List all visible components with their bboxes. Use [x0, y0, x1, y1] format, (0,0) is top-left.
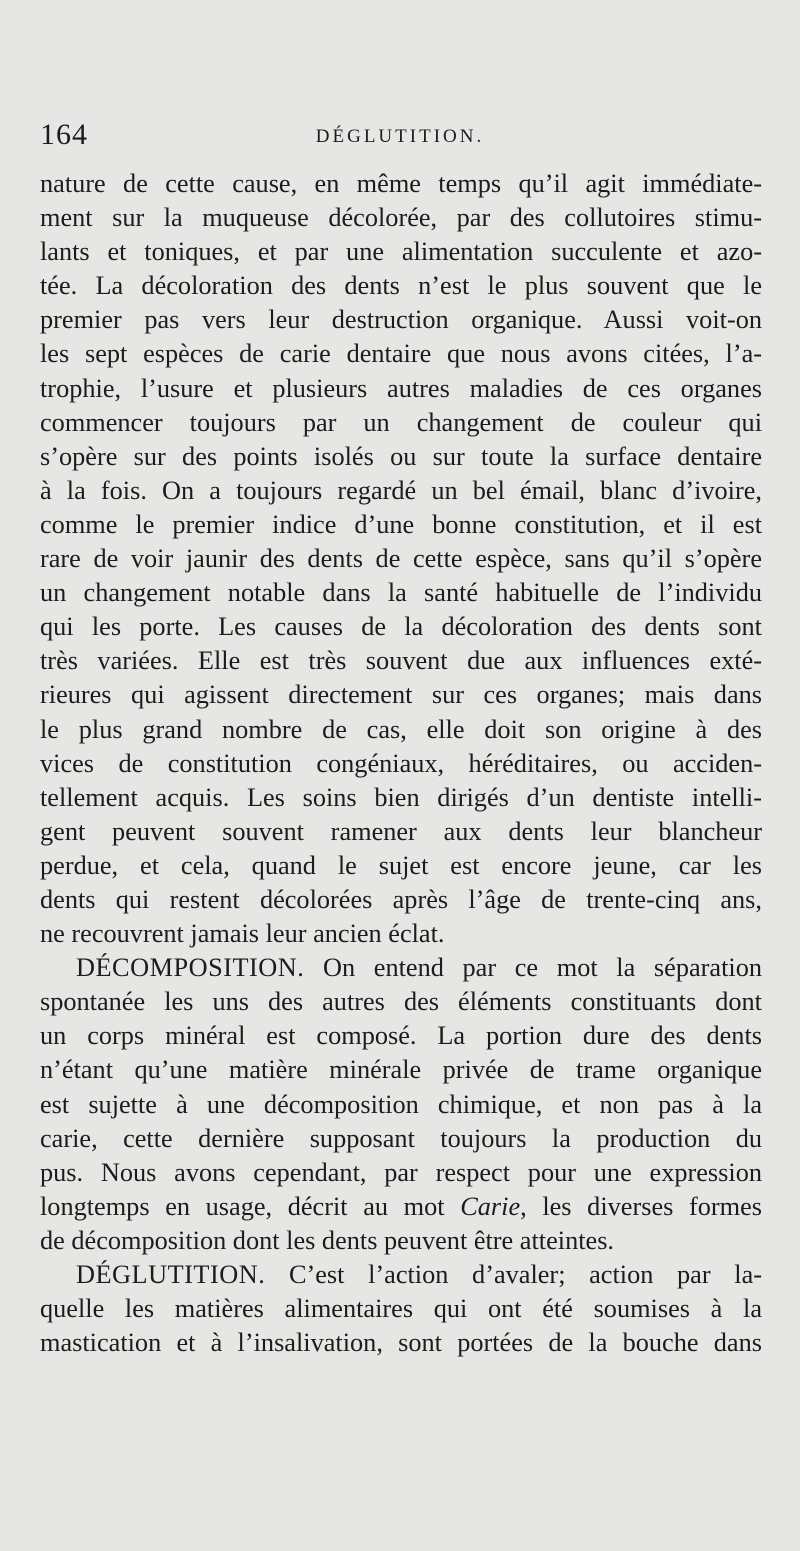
text-fragment: , les diverses formes — [520, 1191, 762, 1221]
text-line: commencer toujours par un changement de couleur qui — [40, 407, 762, 437]
text-fragment: longtemps en usage, décrit au mot — [40, 1191, 461, 1221]
text-line: ment sur la muqueuse décolorée, par des collutoires stimu- — [40, 203, 762, 233]
text-line: rare de voir jaunir des dents de cette espèce, sans qu’il s’opère — [40, 544, 762, 574]
text-line: tellement acquis. Les soins bien dirigés d’un dentiste intelli- — [40, 782, 762, 812]
text-line: de décomposition dont les dents peuvent être atteintes. — [40, 1225, 614, 1255]
running-title: DÉGLUTITION. — [315, 126, 485, 147]
text-line: un corps minéral est composé. La portion dure des dents — [40, 1021, 762, 1051]
text-line: le plus grand nombre de cas, elle doit son origine à des — [40, 714, 762, 744]
cross-reference-carie: Carie — [460, 1191, 521, 1221]
entry-heading-deglutition: DÉGLUTITION. — [76, 1260, 266, 1289]
text-line: les sept espèces de carie dentaire que nous avons citées, l’a- — [40, 339, 762, 369]
text-line: pus. Nous avons cependant, par respect pour une expression — [40, 1157, 762, 1187]
text-line: gent peuvent souvent ramener aux dents leur blancheur — [40, 816, 762, 846]
text-line: très variées. Elle est très souvent due aux influences exté- — [40, 646, 762, 676]
text-line: ne recouvrent jamais leur ancien éclat. — [40, 919, 445, 949]
text-line: est sujette à une décomposition chimique, et non pas à la — [40, 1089, 762, 1119]
body-text — [40, 167, 762, 1360]
text-line: comme le premier indice d’une bonne constitution, et il est — [40, 509, 762, 539]
text-line: spontanée les uns des autres des éléments constituants dont — [40, 987, 762, 1017]
entry-decomposition — [40, 951, 762, 1258]
text-line: perdue, et cela, quand le sujet est encore jeune, car les — [40, 850, 762, 880]
text-line: lants et toniques, et par une alimentation succulente et azo- — [40, 237, 762, 267]
text-line: nature de cette cause, en même temps qu’il agit immédiate- — [40, 169, 762, 198]
text-line: s’opère sur des points isolés ou sur toute la surface dentaire — [40, 441, 762, 471]
text-line: n’étant qu’une matière minérale privée de trame organique — [40, 1055, 762, 1085]
text-line: premier pas vers leur destruction organique. Aussi voit-on — [40, 305, 762, 335]
text-line: à la fois. On a toujours regardé un bel émail, blanc d’ivoire, — [40, 475, 762, 505]
paragraph-decoloration-continued — [40, 167, 762, 951]
text-line: vices de constitution congéniaux, héréditaires, ou acciden- — [40, 748, 762, 778]
text-line: trophie, l’usure et plusieurs autres maladies de ces organes — [40, 373, 762, 403]
entry-first-line — [40, 1258, 762, 1292]
text-line: tée. La décoloration des dents n’est le plus souvent que le — [40, 271, 762, 301]
text-line: quelle les matières alimentaires qui ont été soumises à la — [40, 1294, 762, 1324]
text-line: mastication et à l’insalivation, sont portées de la bouche dans — [40, 1328, 762, 1358]
text-line: qui les porte. Les causes de la décoloration des dents sont — [40, 612, 762, 642]
text-line: carie, cette dernière supposant toujours la production du — [40, 1123, 762, 1153]
entry-text: On entend par ce mot la séparation — [304, 953, 762, 983]
entry-text: C’est l’action d’avaler; action par la- — [265, 1260, 762, 1289]
text-line: rieures qui agissent directement sur ces organes; mais dans — [40, 680, 762, 710]
entry-first-line — [40, 951, 762, 985]
entry-heading-decomposition: DÉCOMPOSITION. — [76, 953, 305, 983]
running-head — [40, 118, 760, 158]
entry-deglutition — [40, 1258, 762, 1360]
text-line-carie-reference — [40, 1190, 762, 1224]
text-line: un changement notable dans la santé habituelle de l’individu — [40, 578, 762, 608]
text-line: dents qui restent décolorées après l’âge de trente-cinq ans, — [40, 884, 762, 914]
page-number: 164 — [40, 118, 88, 151]
